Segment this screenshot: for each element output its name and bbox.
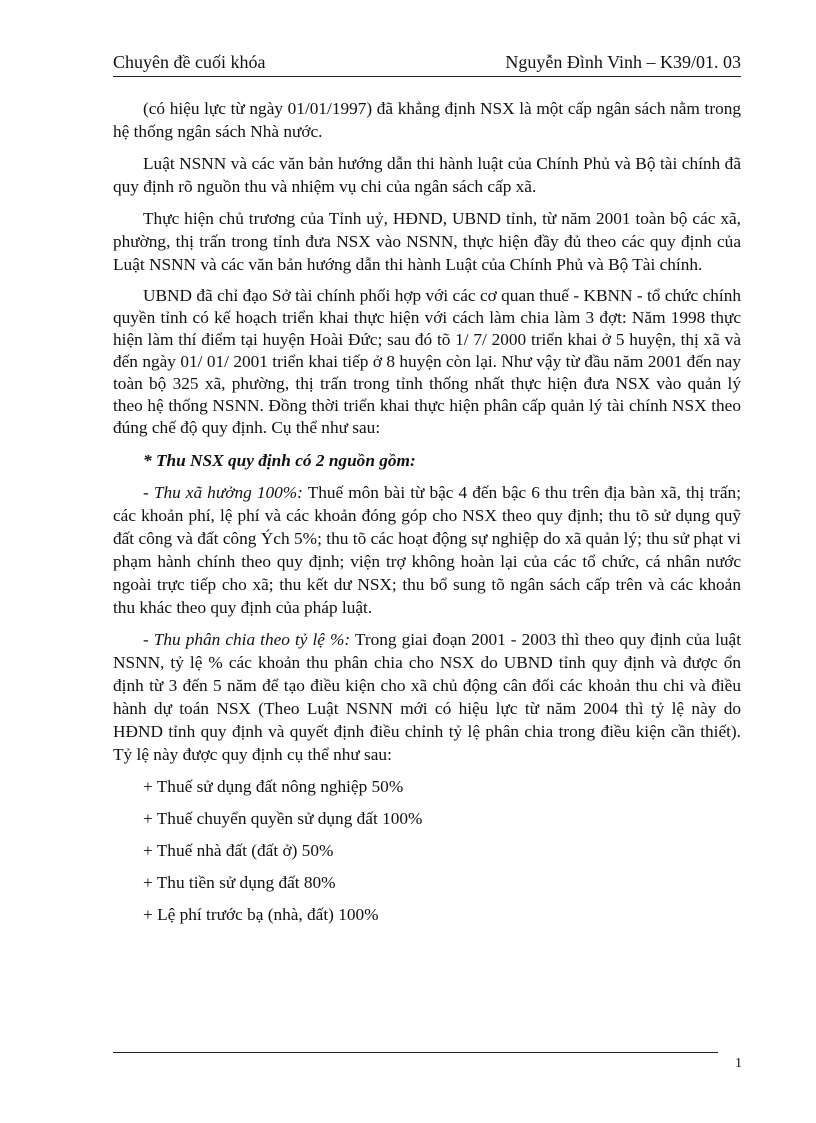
paragraph: Luật NSNN và các văn bản hướng dẫn thi hành luật của Chính Phủ và Bộ tài chính đã quy định rõ nguồn thu và nhiệm vụ chi của ngân sách cấp xã. (113, 154, 741, 196)
paragraph-text: Trong giai đoạn 2001 - 2003 thì theo quy định của luật NSNN, tỷ lệ % các khoản thu phân chia cho NSX do UBND tỉnh quy định và được ổn định từ 3 đến 5 năm để tạo điều kiện cho xã chủ động cân đối các khoản thu chi và điều hành dự toán NSX (Theo Luật NSNN mới có hiệu lực từ năm 2004 thì tỷ lệ này do HĐND tỉnh quy định và quyết định điều chỉnh tỷ lệ phân chia trong điều kiện cần thiết). Tỷ lệ này được quy định cụ thể như sau: (113, 630, 742, 764)
list-item: + Thu tiền sử dụng đất 80% (143, 873, 336, 892)
paragraph: (có hiệu lực từ ngày 01/01/1997) đã khẳng định NSX là một cấp ngân sách nằm trong hệ thống ngân sách Nhà nước. (113, 99, 741, 141)
paragraph: Thực hiện chủ trương của Tỉnh uỷ, HĐND, UBND tỉnh, từ năm 2001 toàn bộ các xã, phường, thị trấn trong tỉnh đưa NSX vào NSNN, thực hiện đầy đủ theo các quy định của Luật NSNN và các văn bản hướng dẫn thi hành Luật của Chính Phủ và Bộ Tài chính. (113, 209, 741, 274)
footer-divider (113, 1052, 718, 1053)
page-number: 1 (735, 1056, 742, 1071)
paragraph (113, 628, 741, 766)
list-item: + Thuế sử dụng đất nông nghiệp 50% (143, 777, 404, 796)
paragraph-label: - Thu xã hưởng 100%: (143, 483, 303, 502)
page-header (113, 50, 741, 77)
header-author: Nguyễn Đình Vinh – K39/01. 03 (505, 52, 741, 72)
paragraph-label: - Thu phân chia theo tỷ lệ %: (143, 630, 351, 649)
header-title: Chuyên đề cuối khóa (113, 52, 266, 72)
paragraph-text: Thuế môn bài từ bậc 4 đến bậc 6 thu trên địa bàn xã, thị trấn; các khoản phí, lệ phí và các khoản đóng góp cho NSX theo quy định; thu tõ sử dụng quỹ đất công và đất công Ých 5%; thu tõ các hoạt động sự nghiệp do xã quản lý; thu sử phạt vi phạm hành chính theo quy định; viện trợ không hoàn lại của các tổ chức, cá nhân nước ngoài trực tiếp cho xã; thu kết dư NSX; thu bổ sung tõ ngân sách cấp trên và các khoản thu khác theo quy định của pháp luật. (113, 483, 741, 617)
list-item: + Thuế chuyển quyền sử dụng đất 100% (143, 809, 423, 828)
list-item: + Thuế nhà đất (đất ở) 50% (143, 841, 334, 860)
document-body (113, 97, 741, 935)
paragraph: UBND đã chỉ đạo Sở tài chính phối hợp với các cơ quan thuế - KBNN - tổ chức chính quyền tỉnh có kế hoạch triển khai thực hiện với cách làm chia làm 3 đợt: Năm 1998 thực hiện làm thí điểm tại huyện Hoài Đức; sau đó tõ 1/ 7/ 2000 triển khai ở 5 huyện, thị xã và đến ngày 01/ 01/ 2001 triển khai tiếp ở 8 huyện còn lại. Như vậy từ đầu năm 2001 đến nay toàn bộ 325 xã, phường, thị trấn trong tỉnh thống nhất thực hiện đưa NSX vào quản lý theo hệ thống NSNN. Đồng thời triển khai thực hiện phân cấp quản lý tài chính NSX theo đúng chế độ quy định. Cụ thể như sau: (113, 286, 741, 437)
paragraph (113, 481, 741, 619)
section-heading: * Thu NSX quy định có 2 nguồn gồm: (143, 451, 416, 470)
list-item: + Lệ phí trước bạ (nhà, đất) 100% (143, 905, 379, 924)
